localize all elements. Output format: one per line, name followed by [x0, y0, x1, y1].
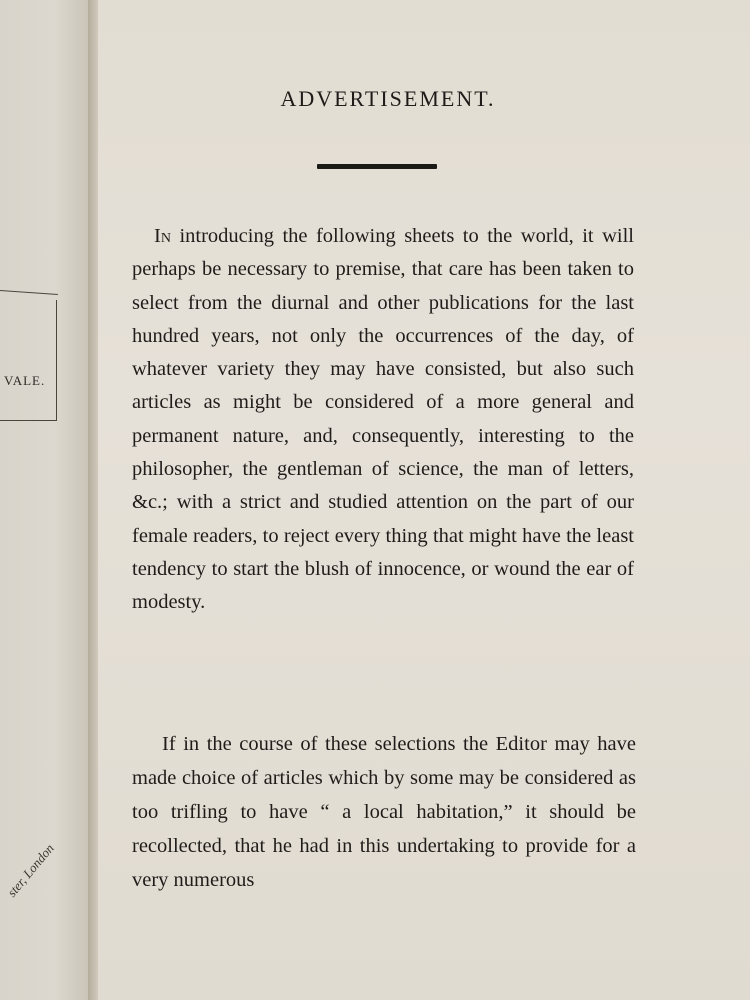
paragraph-lead-word: In	[154, 225, 171, 247]
bookplate-stamp-text: VALE.	[4, 373, 46, 388]
heading-rule	[317, 164, 437, 169]
paragraph-introduction-text: introducing the following sheets to the world, it will perhaps be necessary to premise, that care has been taken to select from the diurnal and other publications for the last hundred years, not only the occurrences of the day, of whatever variety they may have consisted, but also such articles as might be considered of a more general and permanent nature, and, consequently, interesting to the philosopher, the gentleman of science, the man of letters, &c.; with a strict and studied attention on the part of our female readers, to reject every thing that might have the least tendency to start the blush of innocence, or wound the ear of modesty.	[132, 225, 634, 614]
book-page	[98, 0, 750, 1000]
bookplate-stamp	[0, 300, 57, 421]
facing-page-handwriting: ster, London	[4, 840, 57, 900]
paragraph-introduction	[132, 220, 634, 620]
page-heading: ADVERTISEMENT.	[280, 86, 496, 111]
paragraph-selections: If in the course of these selections the Editor may have made choice of articles which by some may be considered as too trifling to have “ a local habitation,” it should be recollected, that he had in this undertaking to provide for a very numerous	[132, 733, 636, 891]
